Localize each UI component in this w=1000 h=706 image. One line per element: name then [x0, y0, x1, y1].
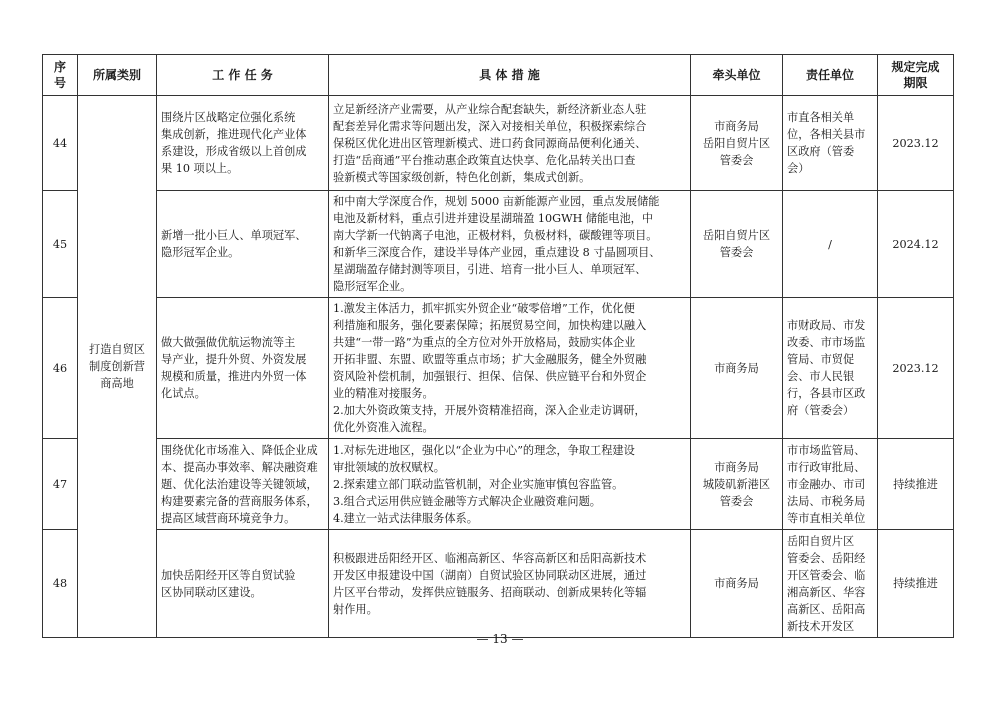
text-line: 等市直相关单位	[787, 511, 866, 525]
row-deadline: 持续推进	[878, 439, 954, 530]
row-measures	[329, 439, 691, 530]
text-line: 市财政局、市发	[787, 319, 866, 332]
text-line: 期限	[903, 76, 928, 90]
row-responsible-unit	[783, 530, 878, 638]
text-line: 城陵矶新港区	[702, 477, 771, 491]
text-line: 和中南大学深度合作，规划 5000 亩新能源产业园，重点发展储能	[333, 195, 660, 208]
text-line: 制度创新营	[89, 360, 145, 373]
row-deadline: 2024.12	[878, 191, 954, 298]
text-line: 1.激发主体活力，抓牢抓实外贸企业“破零倍增”工作，优化便	[333, 302, 635, 315]
text-line: 配套差异化需求等问题出发，深入对接相关单位，积极探索综合	[333, 119, 647, 133]
text-line: 果 10 项以上。	[161, 162, 239, 175]
row-seq: 45	[43, 191, 78, 298]
text-line: 提高区域营商环境竞争力。	[161, 511, 296, 525]
row-seq: 44	[43, 96, 78, 191]
text-line: 市商务局	[714, 119, 759, 133]
table-row	[43, 298, 954, 439]
header-measures: 具 体 措 施	[329, 55, 691, 96]
text-line: 管委会	[719, 246, 754, 259]
task-table	[42, 54, 954, 638]
row-responsible-unit	[783, 439, 878, 530]
text-line: 导产业，提升外贸、外资发展	[161, 353, 307, 366]
text-line: 共建“一带一路”为重点的全方位对外开放格局，鼓励实体企业	[333, 336, 636, 349]
table-row	[43, 530, 954, 638]
text-line: 南大学新一代钠离子电池，正极材料，负极材料，碳酸锂等项目。	[333, 229, 658, 242]
text-line: 规定完成	[891, 60, 940, 74]
text-line: 构建要素完备的营商服务体系，	[161, 494, 318, 508]
row-seq: 48	[43, 530, 78, 638]
text-line: 做大做强做优航运物流等主	[161, 336, 296, 349]
text-line: 验新模式等国家级创新，特色化创新，集成式创新。	[333, 170, 591, 184]
text-line: 管委会、岳阳经	[787, 551, 866, 565]
row-seq: 46	[43, 298, 78, 439]
row-task	[157, 191, 329, 298]
text-line: 开拓非盟、东盟、欧盟等重点市场；扩大金融服务，健全外贸融	[333, 353, 647, 366]
text-line: 审批领域的放权赋权。	[333, 460, 445, 474]
text-line: 市商务局	[714, 460, 759, 474]
text-line: 本、提高办事效率、解决融资难	[161, 460, 318, 474]
header-responsible-unit: 责任单位	[783, 55, 878, 96]
row-deadline: 2023.12	[878, 298, 954, 439]
header-category: 所属类别	[78, 55, 157, 96]
row-task	[157, 96, 329, 191]
row-measures	[329, 96, 691, 191]
text-line: 岳阳自贸片区	[787, 534, 855, 548]
text-line: 市金融办、市司	[787, 477, 866, 491]
row-task	[157, 439, 329, 530]
text-line: 会、市人民银	[787, 370, 855, 383]
text-line: 电池及新材料，重点引进并建设星湖瑞盈 10GWH 储能电池，中	[333, 212, 654, 225]
row-deadline: 持续推进	[878, 530, 954, 638]
text-line: 围绕片区战略定位强化系统	[161, 111, 296, 124]
text-line: 行，各县市区政	[787, 387, 866, 400]
row-lead-unit	[691, 530, 783, 638]
row-measures	[329, 298, 691, 439]
text-line: 开发区申报建设中国（湖南）自贸试验区协同联动区进展，通过	[333, 568, 647, 582]
text-line: 岳阳自贸片区	[702, 229, 771, 242]
header-lead-unit: 牵头单位	[691, 55, 783, 96]
text-line: 管委会	[719, 494, 754, 508]
text-line: 集成创新，推进现代化产业体	[161, 128, 307, 141]
text-line: 系建设，形成省级以上首创成	[161, 145, 307, 158]
text-line: 序	[53, 60, 66, 74]
text-line: 3.组合式运用供应链金融等方式解决企业融资难问题。	[333, 494, 601, 508]
text-line: 片区平台带动，发挥供应链服务、招商联动、创新成果转化等辐	[333, 585, 647, 599]
header-row	[43, 55, 954, 96]
row-responsible-unit	[783, 191, 878, 298]
text-line: 利措施和服务，强化要素保障；拓展贸易空间，加快构建以融入	[333, 319, 647, 332]
text-line: 题、优化法治建设等关键领域，	[161, 477, 318, 491]
text-line: 湘高新区、华容	[787, 585, 866, 599]
text-line: 市商务局	[714, 361, 759, 375]
text-line: 法局、市税务局	[787, 494, 866, 508]
row-lead-unit	[691, 96, 783, 191]
text-line: 区协同联动区建设。	[161, 585, 262, 599]
text-line: 积极跟进岳阳经开区、临湘高新区、华容高新区和岳阳高新技术	[333, 551, 647, 565]
text-line: 市行政审批局、	[787, 460, 866, 474]
category-cell	[78, 96, 157, 638]
text-line: 新增一批小巨人、单项冠军、	[161, 229, 307, 242]
text-line: 1.对标先进地区，强化以“企业为中心”的理念，争取工程建设	[333, 443, 635, 457]
text-line: 市直各相关单	[787, 111, 855, 124]
text-line: 业的精准对接服务。	[333, 387, 434, 400]
text-line: 府（管委会）	[787, 404, 855, 417]
text-line: 打造自贸区	[89, 343, 145, 356]
row-lead-unit	[691, 191, 783, 298]
text-line: 优化外资准入流程。	[333, 421, 434, 434]
table-row	[43, 191, 954, 298]
text-line: 改委、市市场监	[787, 336, 866, 349]
text-line: 打造“岳商通”平台推动惠企政策直达快享、危化品转关出口查	[333, 153, 636, 167]
text-line: 商高地	[100, 377, 134, 390]
row-lead-unit	[691, 439, 783, 530]
text-line: 会）	[787, 162, 810, 175]
row-responsible-unit	[783, 298, 878, 439]
text-line: 射作用。	[333, 602, 378, 616]
table-row	[43, 96, 954, 191]
row-lead-unit	[691, 298, 783, 439]
row-task	[157, 530, 329, 638]
row-measures	[329, 191, 691, 298]
text-line: 化试点。	[161, 387, 206, 400]
text-line: 2.探索建立部门联动监管机制，对企业实施审慎包容监管。	[333, 477, 624, 491]
text-line: 市市场监管局、	[787, 443, 866, 457]
text-line: 位，各相关县市	[787, 128, 866, 141]
text-line: 新技术开发区	[787, 619, 855, 633]
text-line: 开区管委会、临	[787, 568, 866, 582]
text-line: 市商务局	[714, 577, 759, 590]
text-line: 号	[53, 76, 66, 90]
row-responsible-unit	[783, 96, 878, 191]
text-line: 管委会	[719, 153, 754, 167]
text-line: 围绕优化市场准入、降低企业成	[161, 443, 318, 457]
row-seq: 47	[43, 439, 78, 530]
text-line: 隐形冠军企业。	[161, 246, 240, 259]
text-line: 管局、市贸促	[787, 353, 855, 366]
text-line: 区政府（管委	[787, 145, 855, 158]
text-line: 岳阳自贸片区	[702, 136, 771, 150]
text-line: 高新区、岳阳高	[787, 602, 866, 616]
text-line: 隐形冠军企业。	[333, 280, 412, 293]
row-task	[157, 298, 329, 439]
table-row	[43, 439, 954, 530]
text-line: 资风险补偿机制，加强银行、担保、信保、供应链平台和外贸企	[333, 370, 647, 383]
header-task: 工 作 任 务	[157, 55, 329, 96]
text-line: 保税区优化进出区管理新模式、进口药食同源商品便利化通关、	[333, 136, 647, 150]
page-number: — 13 —	[476, 632, 524, 646]
header-seq	[43, 55, 78, 96]
text-line: 和新华三深度合作，建设半导体产业园，重点建设 8 寸晶圆项目、	[333, 246, 661, 259]
text-line: 规模和质量，推进内外贸一体	[161, 370, 307, 383]
text-line: 加快岳阳经开区等自贸试验	[161, 568, 296, 582]
text-line: /	[828, 237, 832, 251]
row-measures	[329, 530, 691, 638]
text-line: 立足新经济产业需要，从产业综合配套缺失，新经济新业态人驻	[333, 102, 647, 116]
row-deadline: 2023.12	[878, 96, 954, 191]
text-line: 星湖瑞盈存储封测等项目，引进、培育一批小巨人、单项冠军、	[333, 263, 647, 276]
text-line: 2.加大外资政策支持，开展外资精准招商，深入企业走访调研，	[333, 404, 646, 417]
header-deadline	[878, 55, 954, 96]
text-line: 4.建立一站式法律服务体系。	[333, 511, 478, 525]
